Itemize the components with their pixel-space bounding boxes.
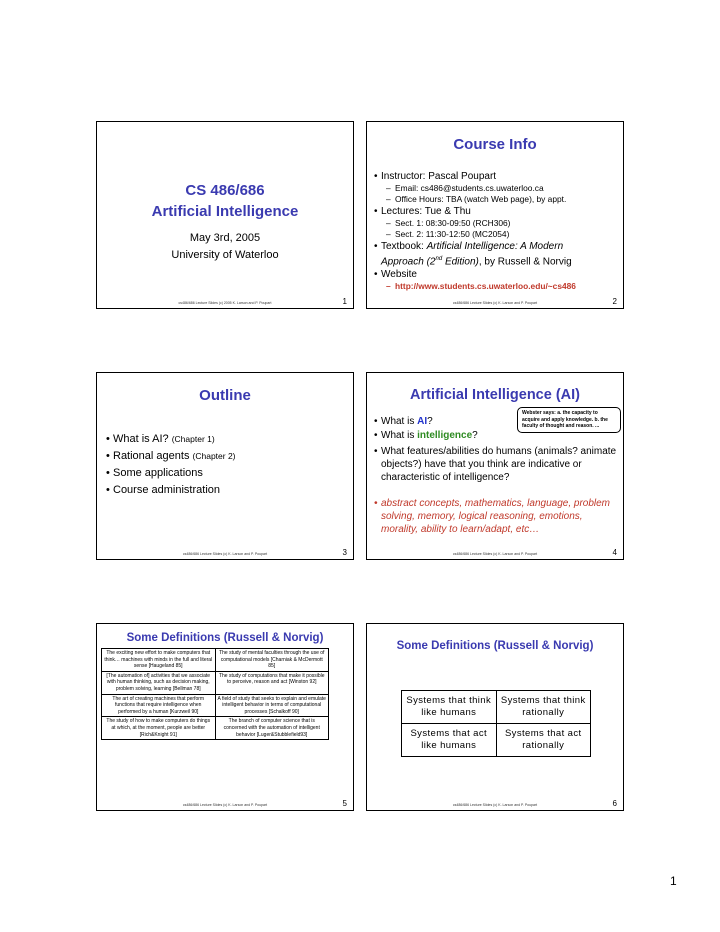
lectures: • Lectures: Tue & Thu xyxy=(371,205,619,218)
page-number: 1 xyxy=(670,874,677,888)
slide-1 xyxy=(96,121,354,309)
outline-item xyxy=(103,482,349,499)
slide-1-footer: cs486/686 Lecture Slides (c) 2005 K. Larson and P. Poupart xyxy=(178,301,272,305)
slide-5-number: 5 xyxy=(342,799,347,808)
definition-cell: The study of mental faculties through the use of computational models [Charniak & McDermott 85] xyxy=(215,649,329,672)
slide-1-title-line1: CS 486/686 xyxy=(185,182,265,199)
slide-6-title: Some Definitions (Russell & Norvig) xyxy=(396,640,594,652)
textbook-edition-sup: nd xyxy=(435,256,443,262)
outline-item-text: Some applications xyxy=(113,467,203,479)
outline-list xyxy=(103,431,349,499)
ai-question-list xyxy=(371,415,619,484)
definition-cell: The study of how to make computers do things at which, at the moment, people are better [Rich&Knight 91] xyxy=(102,717,216,740)
website: • Website xyxy=(371,268,619,281)
slide-6 xyxy=(366,623,624,811)
email: – Email: cs486@students.cs.uwaterloo.ca xyxy=(371,183,619,194)
slide-2 xyxy=(366,121,624,309)
slide-1-number: 1 xyxy=(342,297,347,306)
grid-cell: Systems that act rationally xyxy=(496,724,591,757)
textbook-title-2b: Edition) xyxy=(442,256,479,268)
textbook-title-2a: Approach (2 xyxy=(381,256,436,268)
course-info-list xyxy=(371,170,619,292)
section-2: – Sect. 2: 11:30-12:50 (MC2054) xyxy=(371,229,619,240)
textbook-prefix: Textbook: xyxy=(381,241,427,252)
grid-cell: Systems that think like humans xyxy=(402,691,497,724)
section-1: – Sect. 1: 08:30-09:50 (RCH306) xyxy=(371,218,619,229)
question-ai-prefix: What is xyxy=(381,416,418,427)
slide-3-footer: cs486/686 Lecture Slides (c) K. Larson and P. Poupart xyxy=(182,552,268,556)
slide-3-title: Outline xyxy=(199,387,251,404)
highlight-ai: AI xyxy=(417,416,428,427)
question-intelligence-prefix: What is xyxy=(381,430,418,441)
outline-item xyxy=(103,465,349,482)
instructor: • Instructor: Pascal Poupart xyxy=(371,170,619,183)
slide-1-date: May 3rd, 2005 xyxy=(189,232,261,244)
slide-3-number: 3 xyxy=(342,548,347,557)
slide-5-footer: cs486/686 Lecture Slides (c) K. Larson and P. Poupart xyxy=(182,803,268,807)
slide-3 xyxy=(96,372,354,560)
definition-cell: The study of computations that make it possible to perceive, reason and act [Winston 92] xyxy=(215,671,329,694)
slide-4 xyxy=(366,372,624,560)
table-row xyxy=(402,691,591,724)
table-row xyxy=(402,724,591,757)
intelligence-answer: • abstract concepts, mathematics, language, problem solving, memory, logical reasoning, emotions, morality, ability to learn/adapt, etc… xyxy=(374,498,611,535)
slide-1-title-line2: Artificial Intelligence xyxy=(151,203,299,220)
question-ai xyxy=(371,415,619,429)
slide-1-university: University of Waterloo xyxy=(171,249,279,261)
office-hours: – Office Hours: TBA (watch Web page), by appt. xyxy=(371,194,619,205)
slide-5-title: Some Definitions (Russell & Norvig) xyxy=(126,632,324,644)
slide-6-number: 6 xyxy=(612,799,617,808)
intelligence-answer-text: abstract concepts, mathematics, language, problem solving, memory, logical reasoning, emotions, morality, ability to learn/adapt, etc… xyxy=(381,498,611,535)
outline-item-text: Rational agents xyxy=(113,450,190,462)
question-intelligence-suffix: ? xyxy=(472,430,478,441)
outline-item xyxy=(103,431,349,448)
slide-2-number: 2 xyxy=(612,297,617,306)
slide-4-title: Artificial Intelligence (AI) xyxy=(410,387,580,403)
slide-5 xyxy=(96,623,354,811)
slide-2-footer: cs486/686 Lecture Slides (c) K. Larson and P. Poupart xyxy=(452,301,538,305)
outline-item-note: (Chapter 2) xyxy=(192,451,236,461)
definition-cell: A field of study that seeks to explain and emulate intelligent behavior in terms of computational processes [Schalkoff 90] xyxy=(215,694,329,717)
website-link[interactable]: – http://www.students.cs.uwaterloo.edu/~cs486 xyxy=(371,281,619,292)
outline-item-text: Course administration xyxy=(113,484,220,496)
textbook-suffix: , by Russell & Norvig xyxy=(478,256,572,268)
table-row xyxy=(102,649,329,672)
definitions-table xyxy=(101,648,329,740)
outline-item-note: (Chapter 1) xyxy=(171,434,215,444)
definition-cell: The exciting new effort to make computers that think… machines with minds in the full and literal sense [Haugeland 85] xyxy=(102,649,216,672)
grid-cell: Systems that think rationally xyxy=(496,691,591,724)
outline-item-text: What is AI? xyxy=(113,433,169,445)
outline-item xyxy=(103,448,349,465)
table-row xyxy=(102,671,329,694)
webster-callout: Webster says: a. the capacity to acquire and apply knowledge. b. the faculty of thought and reason. ... xyxy=(517,407,621,433)
definition-cell: The branch of computer science that is concerned with the automation of intelligent behavior [Luger&Stubblefield93] xyxy=(215,717,329,740)
textbook-title-1: Artificial Intelligence: A Modern xyxy=(426,241,564,252)
table-row xyxy=(102,717,329,740)
slide-4-number: 4 xyxy=(612,548,617,557)
table-row xyxy=(102,694,329,717)
textbook xyxy=(371,240,619,268)
question-intelligence xyxy=(371,429,619,443)
definition-cell: [The automation of] activities that we associate with human thinking, such as decision making, problem solving, learning [Bellman 78] xyxy=(102,671,216,694)
highlight-intelligence: intelligence xyxy=(417,430,473,441)
grid-cell: Systems that act like humans xyxy=(402,724,497,757)
definition-cell: The art of creating machines that perform functions that require intelligence when performed by a human [Kurzweil 90] xyxy=(102,694,216,717)
slide-6-footer: cs486/686 Lecture Slides (c) K. Larson and P. Poupart xyxy=(452,803,538,807)
slide-2-title: Course Info xyxy=(453,136,537,153)
slide-4-footer: cs486/686 Lecture Slides (c) K. Larson and P. Poupart xyxy=(452,552,538,556)
question-features: • What features/abilities do humans (animals? animate objects?) have that you think are indicative or characteristic of intelligence? xyxy=(371,445,619,484)
systems-grid xyxy=(401,690,591,757)
question-ai-suffix: ? xyxy=(427,416,433,427)
